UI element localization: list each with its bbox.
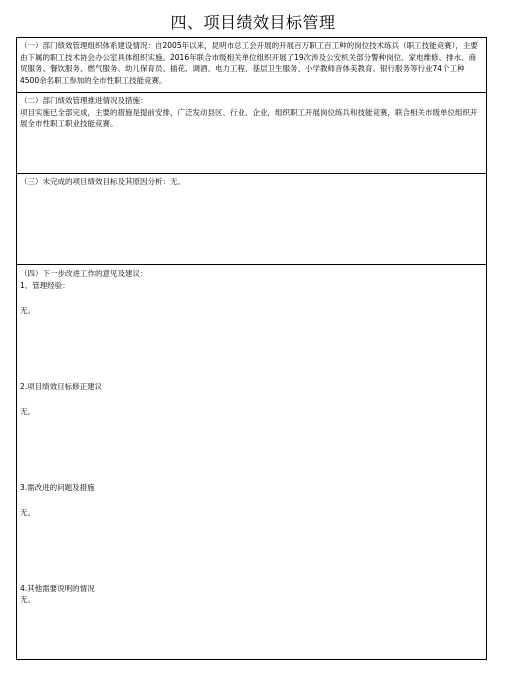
section-improvement — [17, 265, 486, 661]
section-improvement-heading: （四）下一步改进工作的意见及建议： — [20, 269, 148, 278]
section-progress-heading: （二）部门绩效管理推进情况及措施： — [20, 96, 148, 105]
section-progress-text: 项目实施已全部完成，主要的措施是提前安排，广泛发动县区、行业、企业，组织职工开展岗位练兵和技能竞赛，联合相关市级单位组织开展全市性职工职业技能竞赛。 — [20, 107, 478, 128]
section-unfinished-text: （三）未完成的项目绩效目标及其原因分析：无。 — [20, 177, 185, 186]
section-unfinished — [17, 174, 486, 265]
section-org-system-text: （一）部门绩效管理组织体系建设情况：自2005年以来，昆明市总工会开展的开展百万职工百工种的岗位技术练兵（职工技能竞赛），主要由下属的职工技术协会办公室具体组织实施。2016年联合市级相关单位组织开展了19次涉及公安机关部分警种岗位、家电维修、排水、商贸服务、餐饮服务、燃气服务、幼儿保育员、插花、调酒、电力工程、基层卫生服务、小学教师音体美教育、银行服务等行业74个工种4500余名职工参加的全市性职工技能竞赛。 — [20, 41, 478, 85]
spacer — [20, 291, 482, 305]
improvement-item-label: 3.需改进的问题及措施 — [20, 482, 95, 492]
spacer — [20, 519, 482, 583]
section-progress — [17, 93, 486, 174]
improvement-item-label: 1、管理经验： — [20, 280, 70, 290]
improvement-item-label: 4.其他需要说明的情况 — [20, 583, 95, 593]
improvement-item-value: 无。 — [20, 508, 35, 517]
performance-table — [16, 37, 487, 660]
section-org-system — [17, 38, 486, 93]
spacer — [20, 418, 482, 482]
spacer — [20, 317, 482, 381]
spacer — [20, 392, 482, 406]
improvement-item-value: 无。 — [20, 595, 35, 604]
spacer — [20, 493, 482, 507]
improvement-item-label: 2.项目绩效目标修正建议 — [20, 381, 103, 391]
improvement-item-value: 无。 — [20, 407, 35, 416]
page-title: 四、项目绩效目标管理 — [170, 13, 336, 32]
improvement-item-value: 无。 — [20, 306, 35, 315]
